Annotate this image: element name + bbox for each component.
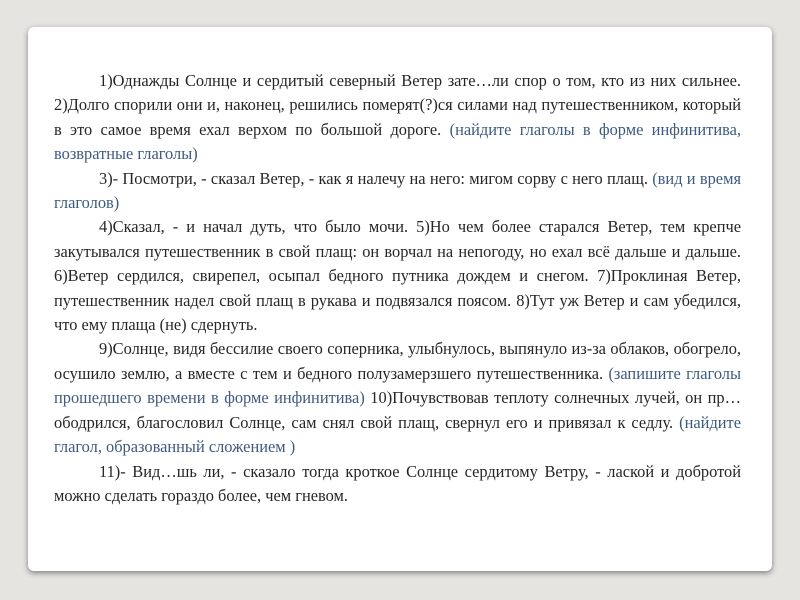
paragraph-text: 4)Сказал, - и начал дуть, что было мочи. 5)Но чем более старался Ветер, тем крепче закутывался путешественник в свой плащ: он ворчал на непогоду, но ехал всё дальше и дальше. 6)Ветер сердился, свирепел, осыпал бедного путника дождем и снегом. 7)Проклиная Ветер, путешественник надел свой плащ в рукава и подвязался поясом. 8)Тут уж Ветер и сам убедился, что ему плаща (не) сдернуть.	[54, 217, 741, 335]
paragraph-text: 1)Однажды Солнце и сердитый северный Ветер зате…ли спор о том, кто из них сильнее. 2)Долго спорили они и, наконец, решились померят(?)ся силами над путешественником, который в это самое время ехал верхом по большой дороге.	[54, 71, 741, 139]
paragraph-2	[54, 167, 741, 216]
task-hint: (вид и время глаголов)	[54, 168, 741, 213]
paragraph-text: 3)- Посмотри, - сказал Ветер, - как я налечу на него: мигом сорву с него плащ.	[99, 168, 648, 188]
task-hint: (найдите глагол, образованный сложением )	[54, 412, 741, 457]
paragraph-text: 9)Солнце, видя бессилие своего соперника, улыбнулось, выпянуло из-за облаков, обогрело, осушило землю, а вместе с тем и бедного полузамерзшего путешественника.	[54, 339, 741, 383]
task-hint: (запишите глаголы прошедшего времени в форме инфинитива)	[54, 363, 741, 408]
exercise-text	[54, 69, 741, 508]
paragraph-3	[54, 215, 741, 337]
task-hint: (найдите глаголы в форме инфинитива, возвратные глаголы)	[54, 119, 741, 164]
paragraph-4	[54, 337, 741, 459]
paragraph-1	[54, 69, 741, 167]
paragraph-text: 10)Почувствовав теплоту солнечных лучей, он пр…ободрился, благословил Солнце, сам снял свой плащ, свернул его и привязал к седлу.	[54, 388, 741, 432]
paragraph-text: 11)- Вид…шь ли, - сказало тогда кроткое Солнце сердитому Ветру, - лаской и добротой можно сделать гораздо более, чем гневом.	[54, 461, 741, 505]
paragraph-5	[54, 460, 741, 509]
